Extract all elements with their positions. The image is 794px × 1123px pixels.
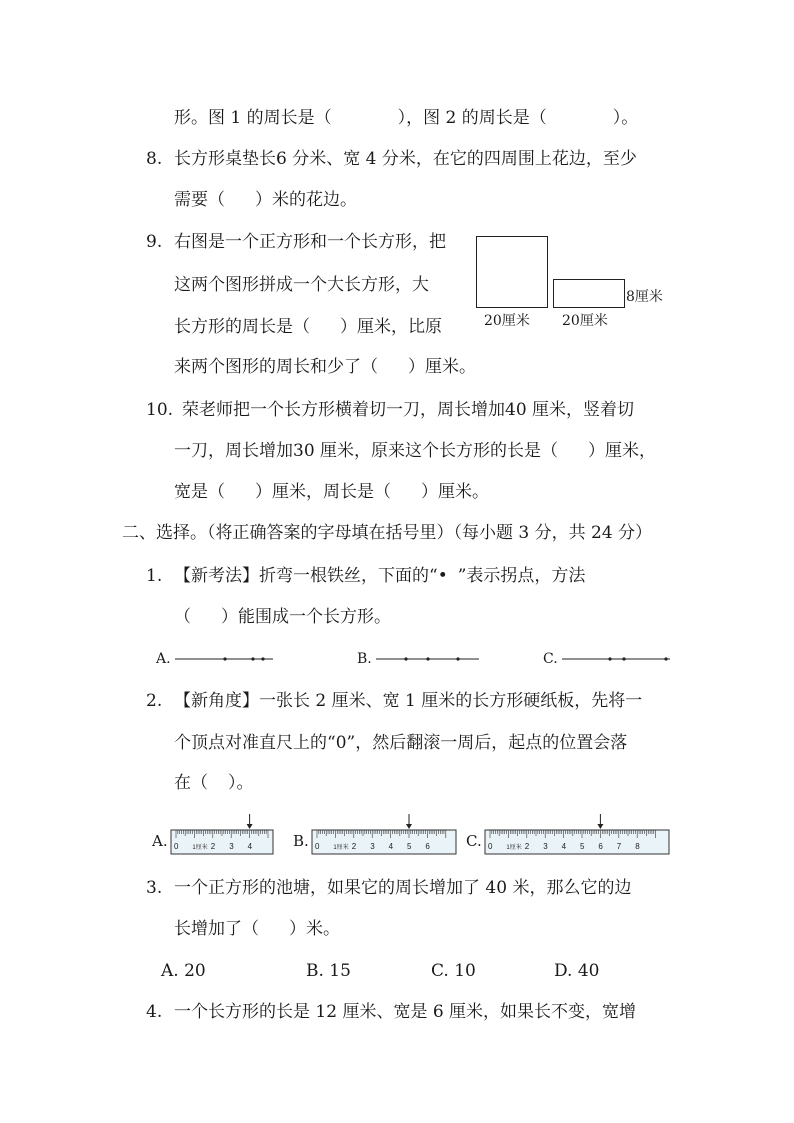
q9-text-3b: ）厘米，比原 [340, 317, 442, 337]
s2q2-option-c-label[interactable]: C. [466, 832, 482, 850]
ruler-number: 4 [388, 842, 394, 851]
s2q1-text-2a: （ [174, 607, 191, 627]
q9-figure [470, 230, 680, 330]
s2q1-text-2b: ）能围成一个长方形。 [221, 607, 391, 627]
q10-number: 10. [146, 400, 174, 420]
q8-number: 8. [146, 149, 163, 169]
ruler-number: 5 [580, 842, 585, 851]
s2q3-line-1: 一个正方形的池塘，如果它的周长增加了 40 米，那么它的边 [174, 878, 632, 898]
ruler-number: 0 [488, 842, 493, 851]
s2q2-ruler-c[interactable] [484, 812, 670, 856]
s2q2-ruler-b[interactable] [311, 812, 457, 856]
s2q3-option-b[interactable]: B. 15 [306, 961, 351, 981]
ruler-number: 4 [561, 842, 567, 851]
s2q1-option-b-label[interactable]: B. [357, 651, 372, 667]
q9-square-label: 20厘米 [484, 313, 530, 329]
ruler-number: 1厘米 [333, 845, 349, 851]
s2q1-option-a-wire[interactable] [175, 651, 275, 667]
ruler-number: 5 [407, 842, 412, 851]
ruler-number: 2 [210, 842, 216, 851]
s2q2-text-3a: 在（ [174, 773, 208, 793]
ruler-number: 4 [247, 842, 253, 851]
q10-text-2b: ）厘米， [588, 441, 657, 461]
q9-number: 9. [146, 232, 163, 252]
s2q1-option-c-wire[interactable] [562, 651, 674, 667]
ruler-number: 3 [229, 842, 234, 851]
s2q1-option-a-label[interactable]: A. [156, 651, 171, 667]
q9-text-4b: ）厘米。 [408, 357, 476, 377]
q9-rect-width-label: 20厘米 [562, 313, 608, 329]
ruler-number: 0 [315, 842, 320, 851]
q7-text-c: ）。 [612, 108, 639, 128]
s2q2-number: 2. [146, 691, 163, 711]
s2q4-line-1: 一个长方形的长是 12 厘米、宽是 6 厘米，如果长不变，宽增 [174, 1002, 637, 1022]
s2q1-dot-symbol: • [437, 566, 448, 586]
ruler-number: 1厘米 [506, 845, 522, 851]
q9-square [476, 236, 548, 308]
s2q3-option-c[interactable]: C. 10 [431, 961, 476, 981]
ruler-number: 6 [598, 842, 603, 851]
ruler-arrow-head [247, 824, 253, 829]
q8-line-1: 长方形桌垫长6 分米、宽 4 分米，在它的四周围上花边，至少 [174, 149, 637, 169]
q9-line-4 [174, 357, 476, 377]
s2q3-line-2 [174, 919, 340, 939]
s2q1-line-2 [174, 607, 391, 627]
s2q3-option-a[interactable]: A. 20 [161, 961, 206, 981]
q10-text-2a: 一刀，周长增加30 厘米，原来这个长方形的长是（ [174, 441, 559, 461]
s2q2-option-b-label[interactable]: B. [293, 832, 309, 850]
s2q2-option-a-label[interactable]: A. [152, 832, 168, 850]
q10-text-3c: ）厘米。 [421, 482, 489, 502]
s2q2-line-3 [174, 773, 254, 793]
s2q3-text-2a: 长增加了（ [174, 919, 259, 939]
q10-text-3b: ）厘米，周长是（ [255, 482, 391, 502]
s2q1-option-b-wire[interactable] [376, 651, 481, 667]
s2q1-line-1 [174, 566, 585, 586]
q9-text-3a: 长方形的周长是（ [174, 317, 310, 337]
ruler-number: 3 [370, 842, 375, 851]
q9-rect-height-label: 8厘米 [626, 289, 663, 305]
ruler-number: 0 [174, 842, 179, 851]
s2q2-line-2: 个顶点对准直尺上的“0”，然后翻滚一周后，起点的位置会落 [174, 733, 628, 753]
q7-text-b: ），图 2 的周长是（ [397, 108, 547, 128]
s2q2-line-1: 【新角度】一张长 2 厘米、宽 1 厘米的长方形硬纸板，先将一 [174, 691, 643, 711]
q8-text-a: 需要（ [174, 190, 225, 210]
q8-line-2 [174, 190, 357, 210]
q10-line-2 [174, 441, 656, 461]
s2q3-option-d[interactable]: D. 40 [554, 961, 600, 981]
s2q3-text-2b: ）米。 [289, 919, 340, 939]
s2q2-ruler-a[interactable] [170, 812, 274, 856]
s2q2-text-3b: ）。 [228, 773, 254, 793]
q10-text-3a: 宽是（ [174, 482, 225, 502]
ruler-number: 3 [543, 842, 548, 851]
ruler-arrow-head [406, 824, 412, 829]
s2q4-number: 4. [146, 1002, 163, 1022]
q10-line-3 [174, 482, 489, 502]
ruler-arrow-head [597, 824, 603, 829]
s2q1-text-1b: ”表示拐点，方法 [457, 566, 586, 586]
q7-tail-line [174, 108, 638, 128]
ruler-number: 6 [425, 842, 430, 851]
q9-line-3 [174, 317, 442, 337]
ruler-number: 2 [351, 842, 357, 851]
q9-rectangle [553, 279, 625, 308]
section-2-title: 二、选择。（将正确答案的字母填在括号里）（每小题 3 分，共 24 分） [122, 523, 653, 543]
s2q1-number: 1. [146, 566, 163, 586]
q9-text-4a: 来两个图形的周长和少了（ [174, 357, 378, 377]
q8-text-b: ）米的花边。 [255, 190, 357, 210]
q10-line-1: 荣老师把一个长方形横着切一刀，周长增加40 厘米，竖着切 [182, 400, 635, 420]
ruler-number: 8 [635, 842, 640, 851]
ruler-number: 1厘米 [192, 845, 208, 851]
ruler-number: 7 [616, 842, 622, 851]
s2q3-number: 3. [146, 878, 163, 898]
q7-text-a: 形。图 1 的周长是（ [174, 108, 332, 128]
ruler-number: 2 [524, 842, 530, 851]
q9-line-2: 这两个图形拼成一个大长方形，大 [174, 275, 429, 295]
s2q1-text-1a: 【新考法】折弯一根铁丝，下面的“ [174, 566, 438, 586]
q9-line-1: 右图是一个正方形和一个长方形，把 [174, 232, 446, 252]
s2q1-option-c-label[interactable]: C. [543, 651, 558, 667]
